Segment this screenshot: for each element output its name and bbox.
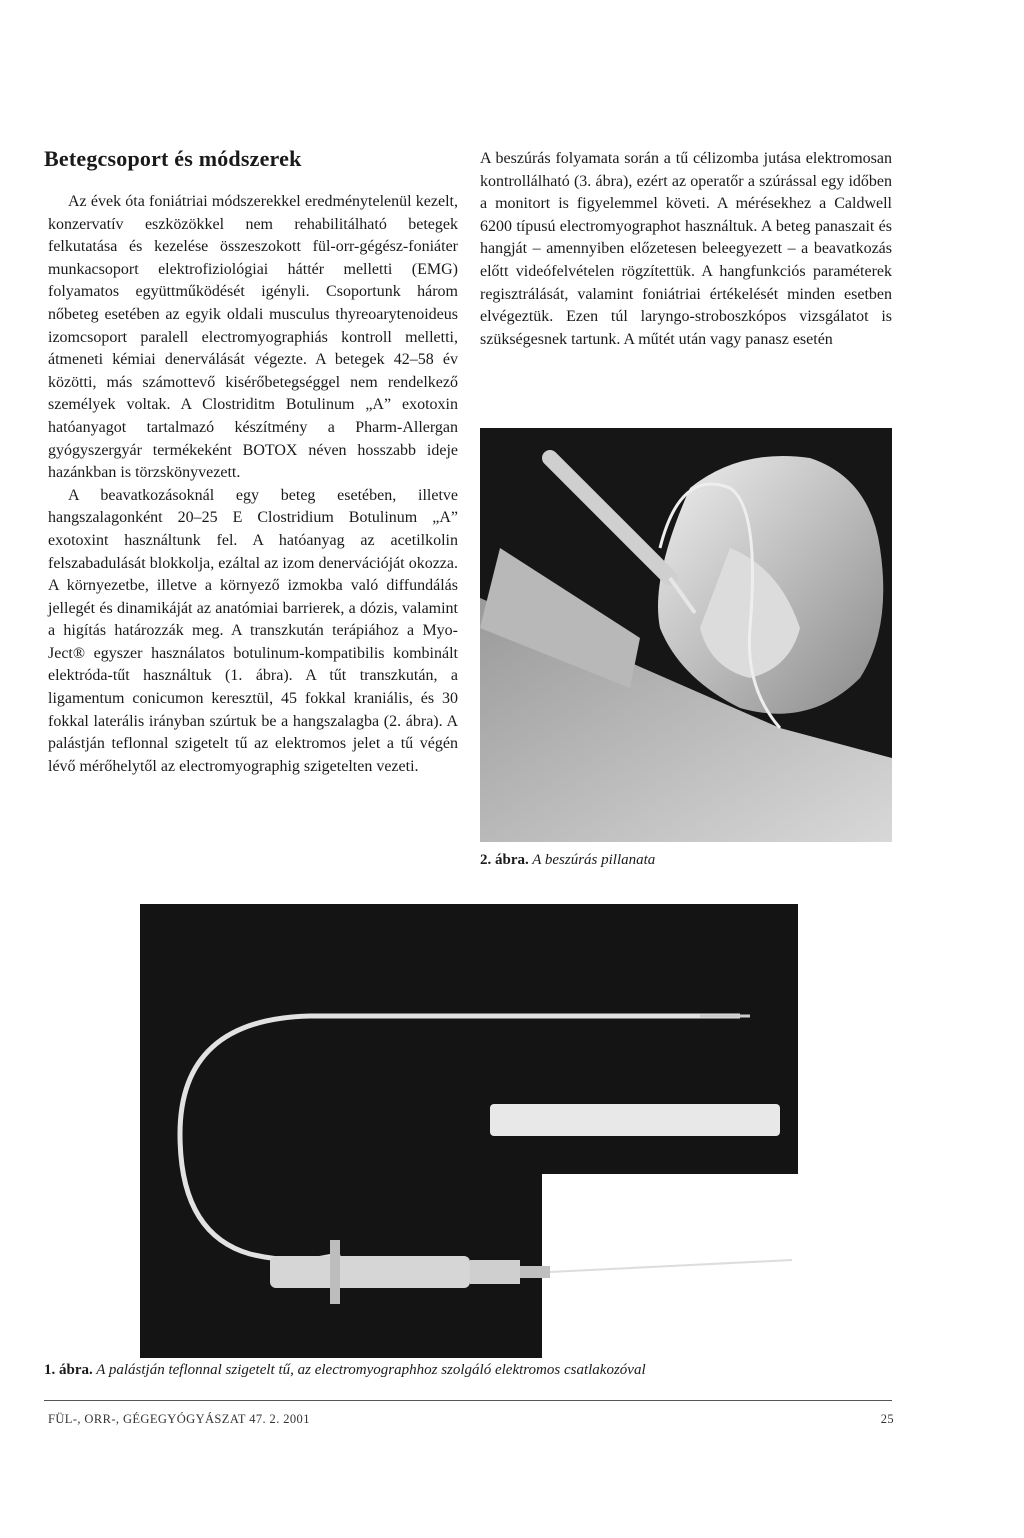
paragraph: A beszúrás folyamata során a tű célizomba jutása elektromosan kontrollálható (3. ábra), ezért az operatőr a szúrással egy időben a monitort is figyelemmel követi. A mérésekhez a Caldwell 6200 típusú electromyographot használtuk. A beteg panaszait és hangját – amennyiben előzetesen beleegyezett – a beavatkozás előtt videófelvételen rögzítettük. A hangfunkciós paraméterek regisztrálását, valamint foniátriai értékelését minden esetben elvégeztük. Ezen túl laryngo-stroboszkópos vizsgálatot is szükségesnek tartunk. A műtét után vagy panasz esetén <box>480 150 892 348</box>
right-column <box>480 148 892 351</box>
figure2-number: 2. ábra. <box>480 852 529 868</box>
footer-rule <box>44 1400 892 1401</box>
needle-photo <box>140 904 798 1358</box>
paragraph: Az évek óta foniátriai módszerekkel eredménytelenül kezelt, konzervatív eszközökkel nem rehabilitálható betegek felkutatása és kezelése összeszokott fül-orr-gégész-foniáter munkacsoport elektrofiziológiai háttér melletti (EMG) folyamatos együttműködését igényli. Csoportunk három nőbeteg esetében az egyik oldali musculus thyreoarytenoideus izomcsoport paralell electromyographiás kontroll melletti, átmeneti kémiai denerválását végezte. A betegek 42–58 év közötti, más számottevő kisérőbetegséggel nem rendelkező személyek voltak. A Clostriditm Botulinum „A” exotoxin hatóanyagot tartalmazó készítmény a Pharm-Allergan gyógyszergyár termékeként BOTOX néven hosszabb ideje hazánkban is törzskönyvezett. <box>48 193 458 482</box>
journal-footer: FÜL-, ORR-, GÉGEGYÓGYÁSZAT 47. 2. 2001 <box>48 1412 310 1426</box>
page-number: 25 <box>880 1412 894 1426</box>
injection-photo-drawing <box>480 428 892 842</box>
section-heading: Betegcsoport és módszerek <box>44 146 302 171</box>
paragraph: A beavatkozásoknál egy beteg esetében, illetve hangszalagonként 20–25 E Clostridium Botulinum „A” exotoxint használtunk fel. A hatóanyag az acetilkolin felszabadulását blokkolja, ezáltal az izom denervációját okozza. A környezetbe, illetve a környező izmokba való diffundálás jellegét és dinamikáját az anatómiai barrierek, a dózis, valamint a higítás határozzák meg. A transzkután terápiához a Myo-Ject® egyszer használatos botulinum-kompatibilis kombinált elektróda-tűt használtuk (1. ábra). A tűt transzkután, a ligamentum conicumon keresztül, 45 fokkal kraniális, és 30 fokkal laterális irányban szúrtuk be a hangszalagba (2. ábra). A palástján teflonnal szigetelt tű az elektromos jelet a tű végén lévő mérőhelytől az electromyographig szigetelten vezeti. <box>48 486 458 775</box>
figure1-caption <box>44 1362 646 1379</box>
figure2-caption <box>480 852 655 869</box>
needle-photo-drawing <box>140 904 798 1358</box>
left-column <box>48 191 458 778</box>
figure1-number: 1. ábra. <box>44 1362 93 1378</box>
figure1-text: A palástján teflonnal szigetelt tű, az electromyographhoz szolgáló elektromos csatlakozóval <box>96 1362 646 1378</box>
figure2-text: A beszúrás pillanata <box>532 852 656 868</box>
injection-photo <box>480 428 892 842</box>
